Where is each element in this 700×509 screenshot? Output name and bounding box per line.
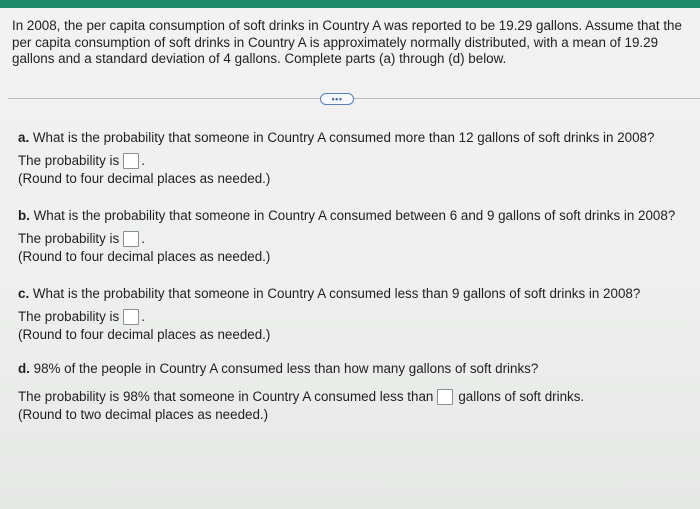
question-prompt: [18, 130, 698, 146]
answer-row: [18, 389, 698, 405]
rounding-note: (Round to two decimal places as needed.): [18, 407, 269, 422]
answer-input-box[interactable]: [123, 231, 139, 247]
part-label: d.: [18, 361, 30, 376]
intro-line: In 2008, the per capita consumption of soft drinks in Country A was reported to be 19.29 gallons. Assume that the: [12, 18, 682, 33]
question-panel: [0, 100, 700, 509]
problem-statement: [12, 18, 700, 68]
answer-prefix: The probability is 98% that someone in Country A consumed less than: [18, 389, 434, 404]
question-text: What is the probability that someone in Country A consumed more than 12 gallons of soft drinks in 2008?: [29, 130, 655, 145]
question-part-b: [18, 208, 698, 265]
intro-line: gallons and a standard deviation of 4 gallons. Complete parts (a) through (d) below.: [12, 51, 507, 66]
answer-suffix: .: [141, 153, 145, 168]
question-prompt: [18, 286, 698, 302]
rounding-note: (Round to four decimal places as needed.): [18, 327, 271, 342]
answer-suffix: .: [141, 231, 145, 246]
question-prompt: [18, 361, 698, 377]
answer-input-box[interactable]: [437, 389, 453, 405]
answer-input-box[interactable]: [123, 153, 139, 169]
answer-row: [18, 153, 698, 169]
question-text: What is the probability that someone in Country A consumed between 6 and 9 gallons of soft drinks in 2008?: [29, 208, 676, 223]
section-divider: [8, 98, 700, 99]
question-part-a: [18, 130, 698, 187]
question-part-c: [18, 286, 698, 343]
answer-prefix: The probability is: [18, 153, 120, 168]
rounding-note: (Round to four decimal places as needed.): [18, 249, 271, 264]
question-prompt: [18, 208, 698, 224]
question-text: What is the probability that someone in Country A consumed less than 9 gallons of soft drinks in 2008?: [29, 286, 641, 301]
ellipsis-icon: •••: [331, 94, 343, 104]
answer-prefix: The probability is: [18, 231, 120, 246]
answer-suffix: .: [141, 309, 145, 324]
answer-prefix: The probability is: [18, 309, 120, 324]
rounding-note: (Round to four decimal places as needed.): [18, 171, 271, 186]
question-part-d: [18, 361, 698, 423]
answer-input-box[interactable]: [123, 309, 139, 325]
answer-row: [18, 309, 698, 325]
part-label: b.: [18, 208, 30, 223]
answer-row: [18, 231, 698, 247]
part-label: a.: [18, 130, 30, 145]
top-accent-bar: [0, 0, 700, 8]
part-label: c.: [18, 286, 30, 301]
question-text: 98% of the people in Country A consumed less than how many gallons of soft drinks?: [29, 361, 539, 376]
answer-suffix: gallons of soft drinks.: [458, 389, 585, 404]
intro-line: per capita consumption of soft drinks in Country A is approximately normally distributed, with a mean of 19.29: [12, 34, 659, 50]
